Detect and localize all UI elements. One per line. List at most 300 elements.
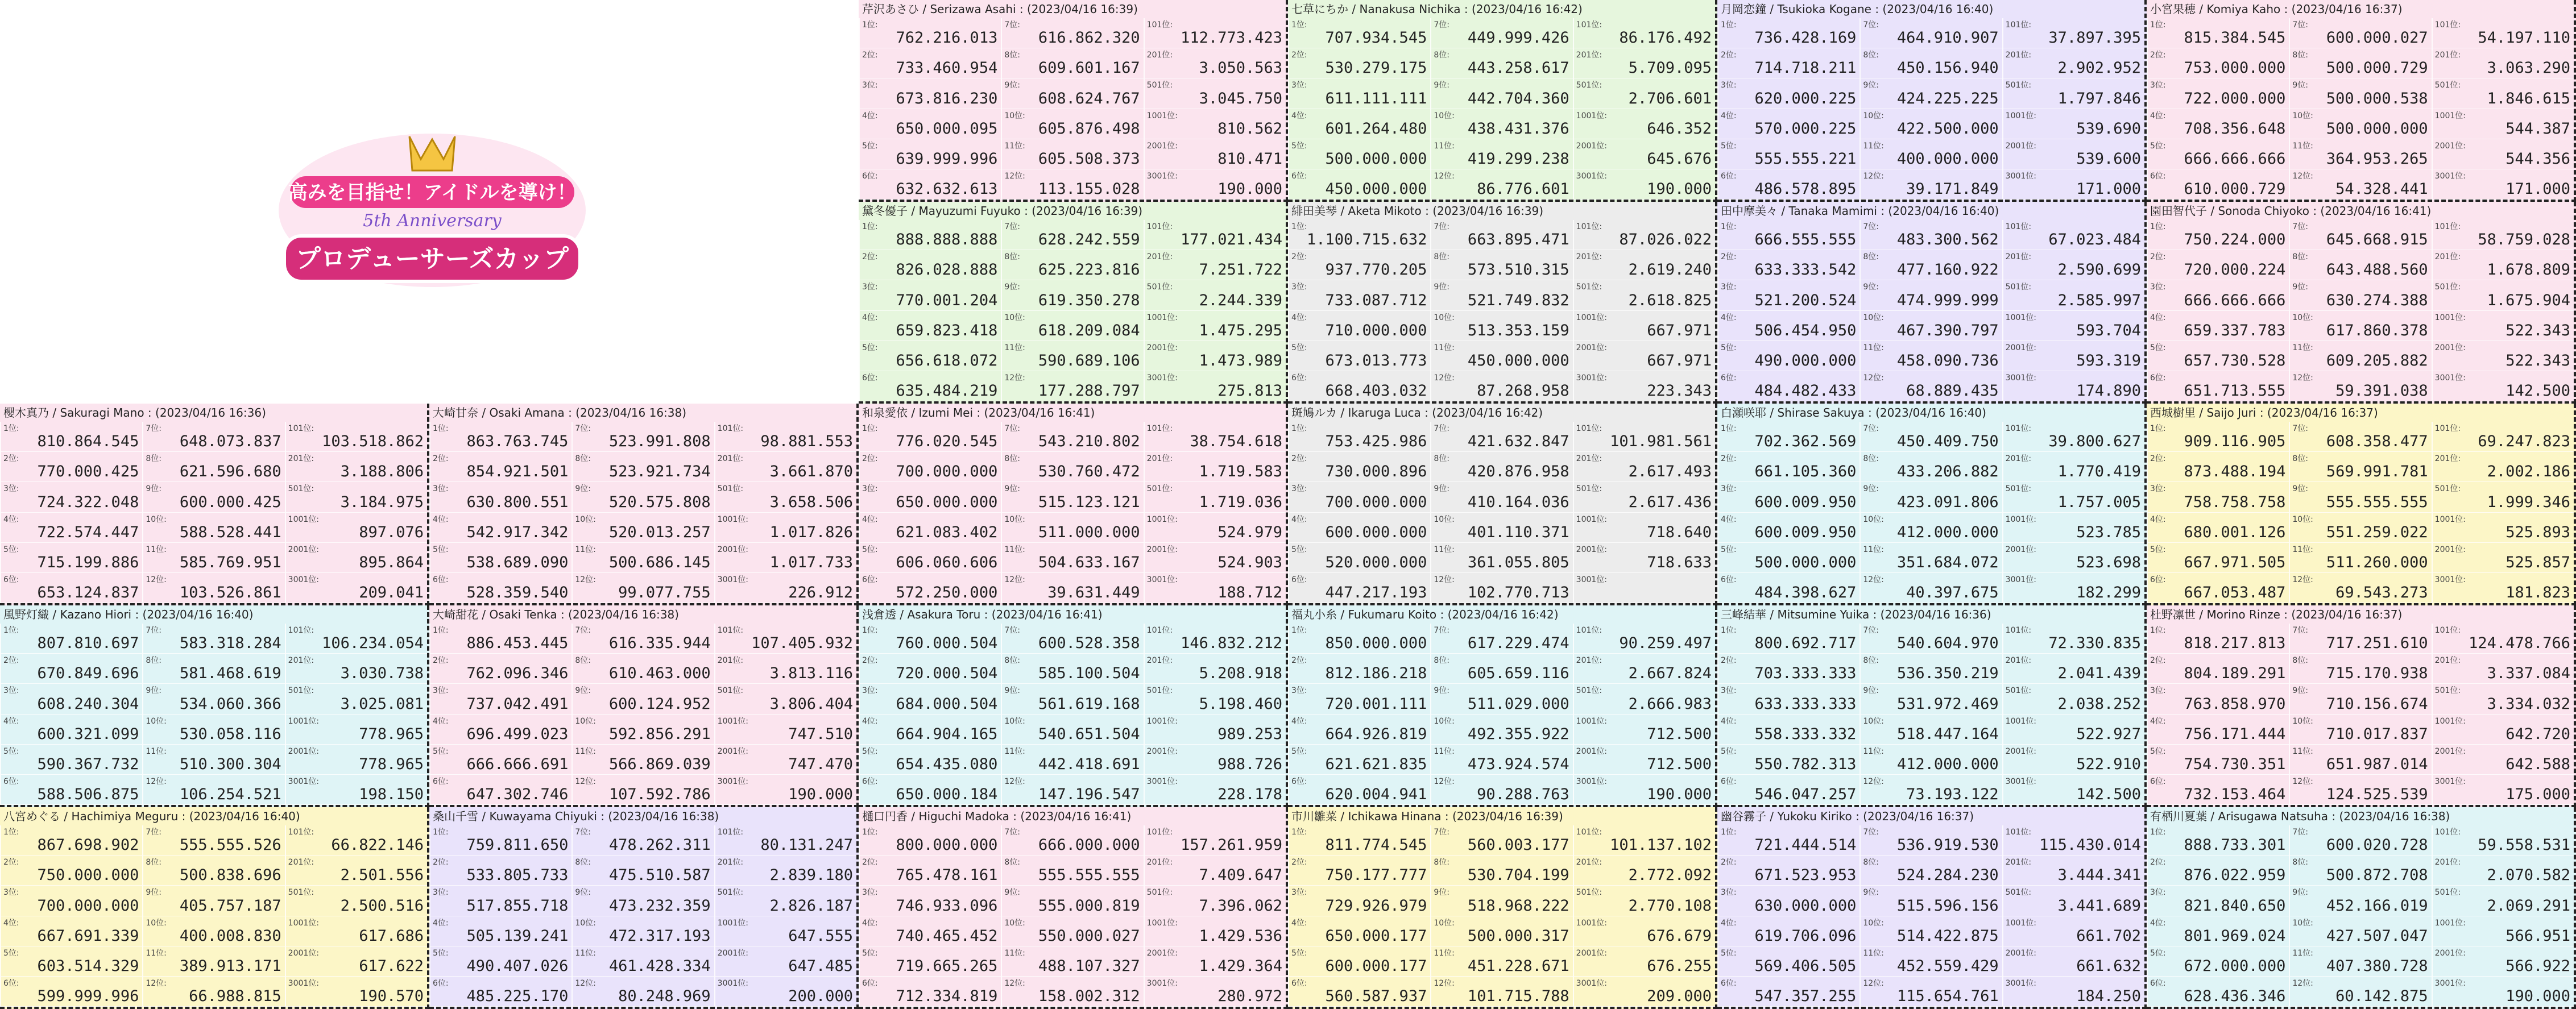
score-value: 450.000.000 <box>1325 180 1427 198</box>
score-value: 826.028.888 <box>896 261 998 279</box>
score-value: 101.981.561 <box>1610 433 1712 451</box>
rank-entry <box>2290 109 2431 139</box>
rank-label: 101位: <box>1146 20 1173 30</box>
rank-entry <box>1431 624 1572 654</box>
score-value: 628.436.346 <box>2184 987 2286 1006</box>
rank-entry <box>1861 371 2002 401</box>
score-value: 633.333.542 <box>1754 261 1857 279</box>
rank-entry <box>286 513 427 543</box>
rank-entry <box>1289 946 1430 977</box>
score-value: 666.666.691 <box>466 755 569 773</box>
rank-label: 5位: <box>2150 948 2166 958</box>
rank-label: 101位: <box>1576 424 1602 433</box>
rank-column <box>1859 220 2002 401</box>
score-value: 198.150 <box>359 786 424 804</box>
rank-label: 3位: <box>3 484 19 494</box>
idol-ranking-panel <box>0 807 429 1009</box>
rank-label: 6位: <box>1291 373 1307 383</box>
rank-entry <box>430 684 571 714</box>
rank-column <box>429 422 571 603</box>
rank-label: 101位: <box>2005 424 2032 433</box>
score-value: 475.510.587 <box>608 866 711 885</box>
rank-entry <box>1002 916 1143 946</box>
rank-column <box>1144 18 1286 200</box>
rank-entry <box>2433 280 2574 310</box>
score-value: 676.679 <box>1647 927 1712 945</box>
rank-entry <box>1718 856 1859 886</box>
rank-label: 12位: <box>575 978 596 988</box>
rank-entry <box>1002 684 1143 714</box>
score-value: 672.000.000 <box>2184 957 2286 975</box>
rank-label: 6位: <box>862 171 878 181</box>
rank-label: 501位: <box>2434 283 2461 292</box>
rank-label: 12位: <box>1863 575 1884 584</box>
score-value: 37.897.395 <box>2048 29 2141 47</box>
rank-entry <box>2003 48 2144 78</box>
rank-entry <box>1574 916 1715 946</box>
score-value: 601.264.480 <box>1325 119 1427 138</box>
rank-entry <box>573 482 714 512</box>
rank-entry <box>2148 371 2289 401</box>
score-value: 3.806.404 <box>769 695 853 713</box>
rank-label: 3001位: <box>1576 575 1608 584</box>
score-value: 746.933.096 <box>896 896 998 915</box>
rank-entry <box>1574 654 1715 684</box>
score-value: 523.698 <box>2076 553 2141 571</box>
score-value: 1.100.715.632 <box>1307 231 1427 249</box>
score-value: 422.500.000 <box>1896 119 1999 138</box>
rank-entry <box>1718 745 1859 775</box>
rank-entry <box>2433 220 2574 250</box>
rank-label: 8位: <box>1863 858 1879 867</box>
rank-label: 9位: <box>575 888 591 898</box>
rank-entry <box>1289 745 1430 775</box>
rank-entry <box>286 946 427 977</box>
score-value: 667.053.487 <box>2184 584 2286 602</box>
rank-label: 2位: <box>2150 656 2166 666</box>
rank-label: 2位: <box>862 454 878 464</box>
rank-label: 3位: <box>1721 686 1737 696</box>
rank-label: 3位: <box>1721 81 1737 90</box>
rank-label: 201位: <box>288 454 314 464</box>
idol-ranking-panel <box>1288 404 1717 605</box>
idol-ranking-panel <box>1717 807 2147 1009</box>
score-value: 536.919.530 <box>1896 836 1999 854</box>
score-value: 590.367.732 <box>37 755 139 773</box>
score-value: 720.001.111 <box>1325 695 1427 713</box>
rank-entry <box>573 684 714 714</box>
panel-title: 田中摩美々 / Tanaka Mamimi : (2023/04/16 16:40) <box>1721 204 1999 218</box>
rank-label: 2位: <box>3 454 19 464</box>
rank-label: 11位: <box>1863 141 1884 151</box>
rank-entry <box>1718 78 1859 109</box>
idol-ranking-panel <box>2147 202 2576 404</box>
rank-label: 4位: <box>862 918 878 928</box>
score-value: 473.232.359 <box>608 896 711 915</box>
rank-label: 6位: <box>2150 978 2166 988</box>
rank-label: 10位: <box>1004 514 1025 524</box>
rank-entry <box>1861 220 2002 250</box>
score-value: 888.733.301 <box>2184 836 2286 854</box>
rank-label: 3位: <box>2150 888 2166 898</box>
rank-entry <box>715 916 856 946</box>
rank-entry <box>286 825 427 856</box>
rank-entry <box>573 916 714 946</box>
rank-entry <box>2003 543 2144 573</box>
rank-entry <box>1 513 142 543</box>
rank-label: 9位: <box>146 484 161 494</box>
score-value: 850.000.000 <box>1325 634 1427 653</box>
score-value: 544.356 <box>2505 150 2570 168</box>
rank-label: 201位: <box>1576 51 1602 60</box>
score-value: 633.333.333 <box>1754 695 1857 713</box>
rank-entry <box>430 856 571 886</box>
score-value: 101.715.788 <box>1467 987 1569 1006</box>
rank-label: 201位: <box>2434 252 2461 262</box>
rank-entry <box>1718 280 1859 310</box>
rank-label: 12位: <box>1434 171 1455 181</box>
score-value: 410.164.036 <box>1467 493 1569 511</box>
rank-column <box>1288 624 1430 805</box>
rank-entry <box>2290 341 2431 371</box>
score-value: 600.000.000 <box>1325 523 1427 541</box>
rank-label: 7位: <box>1863 20 1879 30</box>
rank-column <box>1859 422 2002 603</box>
score-value: 800.000.000 <box>896 836 998 854</box>
rank-label: 10位: <box>1863 918 1884 928</box>
score-value: 762.216.013 <box>896 29 998 47</box>
rank-entry <box>1718 341 1859 371</box>
rank-entry <box>2148 109 2289 139</box>
score-value: 588.528.441 <box>179 523 281 541</box>
rank-entry <box>1289 311 1430 341</box>
score-value: 518.968.222 <box>1467 896 1569 915</box>
rank-column <box>1144 220 1286 401</box>
score-value: 1.675.904 <box>2487 291 2570 309</box>
rank-entry <box>1289 452 1430 482</box>
rank-column <box>2002 220 2144 401</box>
rank-entry <box>2433 946 2574 977</box>
score-value: 520.013.257 <box>608 523 711 541</box>
rank-label: 4位: <box>3 716 19 726</box>
panel-title: 杜野凛世 / Morino Rinze : (2023/04/16 16:37) <box>2150 608 2403 621</box>
score-value: 886.453.445 <box>466 634 569 653</box>
rank-entry <box>1861 250 2002 280</box>
panel-title: 園田智代子 / Sonoda Chiyoko : (2023/04/16 16:41) <box>2150 204 2432 218</box>
rank-entry <box>2433 624 2574 654</box>
score-value: 2.500.516 <box>340 896 424 915</box>
rank-entry <box>2290 654 2431 684</box>
rank-entry <box>2290 513 2431 543</box>
score-value: 177.288.797 <box>1038 382 1140 400</box>
score-value: 2.070.582 <box>2487 866 2570 885</box>
rank-entry <box>430 977 571 1007</box>
rank-entry <box>1861 109 2002 139</box>
rank-label: 101位: <box>1576 222 1602 231</box>
rank-entry <box>1431 715 1572 745</box>
rank-label: 9位: <box>575 686 591 696</box>
rank-label: 4位: <box>862 111 878 121</box>
score-value: 190.570 <box>359 987 424 1006</box>
score-value: 500.000.000 <box>1754 553 1857 571</box>
score-value: 451.228.671 <box>1467 957 1569 975</box>
rank-entry <box>1145 18 1286 48</box>
score-value: 740.465.452 <box>896 927 998 945</box>
rank-entry <box>1718 513 1859 543</box>
rank-label: 2位: <box>433 454 449 464</box>
score-value: 2.770.108 <box>1628 896 1712 915</box>
rank-label: 101位: <box>1146 424 1173 433</box>
rank-entry <box>2290 856 2431 886</box>
logo-line2: 5th Anniversary <box>363 211 502 231</box>
score-value: 2.666.983 <box>1628 695 1712 713</box>
rank-entry <box>1718 18 1859 48</box>
rank-label: 101位: <box>1576 828 1602 837</box>
rank-entry <box>1002 250 1143 280</box>
score-value: 530.058.116 <box>179 725 281 743</box>
idol-ranking-panel <box>429 404 859 605</box>
rank-label: 2001位: <box>288 545 320 554</box>
rank-label: 1001位: <box>288 918 320 928</box>
score-value: 1.846.615 <box>2487 89 2570 107</box>
score-value: 450.000.000 <box>1467 351 1569 369</box>
rank-entry <box>1 745 142 775</box>
rank-label: 9位: <box>1004 484 1020 494</box>
rank-label: 3001位: <box>2005 373 2037 383</box>
rank-entry <box>286 482 427 512</box>
rank-entry <box>1861 482 2002 512</box>
score-value: 1.678.809 <box>2487 261 2570 279</box>
rank-entry <box>2433 18 2574 48</box>
rank-entry <box>2290 715 2431 745</box>
rank-label: 501位: <box>288 686 314 696</box>
rank-label: 2001位: <box>2434 948 2466 958</box>
rank-label: 2位: <box>2150 252 2166 262</box>
rank-entry <box>1 886 142 916</box>
score-value: 547.357.255 <box>1754 987 1857 1006</box>
score-value: 707.934.545 <box>1325 29 1427 47</box>
rank-label: 9位: <box>2292 484 2308 494</box>
rank-entry <box>2003 745 2144 775</box>
rank-entry <box>1289 169 1430 200</box>
score-value: 765.478.161 <box>896 866 998 885</box>
rank-label: 9位: <box>2292 686 2308 696</box>
rank-column <box>1717 422 1859 603</box>
rank-label: 4位: <box>2150 716 2166 726</box>
rank-entry <box>860 482 1001 512</box>
rank-label: 9位: <box>1004 81 1020 90</box>
rank-entry <box>715 856 856 886</box>
rank-label: 3001位: <box>2434 777 2466 786</box>
score-value: 389.913.171 <box>179 957 281 975</box>
panel-title: 有栖川夏葉 / Arisugawa Natsuha : (2023/04/16 16:38) <box>2150 809 2450 823</box>
rank-label: 1位: <box>1291 626 1307 635</box>
rank-entry <box>2290 280 2431 310</box>
rank-entry <box>573 946 714 977</box>
rank-columns <box>429 422 856 603</box>
score-value: 400.008.830 <box>179 927 281 945</box>
score-value: 2.590.699 <box>2057 261 2141 279</box>
rank-entry <box>1574 684 1715 714</box>
rank-entry <box>2290 825 2431 856</box>
rank-entry <box>2003 775 2144 805</box>
rank-entry <box>1718 311 1859 341</box>
rank-label: 2001位: <box>717 746 749 756</box>
rank-entry <box>1861 341 2002 371</box>
rank-label: 10位: <box>1004 313 1025 322</box>
rank-entry <box>2433 543 2574 573</box>
score-value: 753.000.000 <box>2184 59 2286 77</box>
score-value: 937.770.205 <box>1325 261 1427 279</box>
rank-label: 11位: <box>575 545 596 554</box>
rank-label: 3位: <box>3 888 19 898</box>
score-value: 223.343 <box>1647 382 1712 400</box>
rank-entry <box>2003 250 2144 280</box>
rank-entry <box>1002 109 1143 139</box>
rank-entry <box>573 513 714 543</box>
rank-entry <box>1718 250 1859 280</box>
rank-entry <box>1574 341 1715 371</box>
rank-label: 101位: <box>717 424 744 433</box>
score-value: 600.020.728 <box>2326 836 2428 854</box>
rank-entry <box>1289 371 1430 401</box>
score-value: 7.409.647 <box>1199 866 1282 885</box>
rank-entry <box>1002 371 1143 401</box>
rank-label: 7位: <box>575 424 591 433</box>
rank-entry <box>1718 543 1859 573</box>
score-value: 90.288.763 <box>1477 786 1569 804</box>
score-value: 730.000.896 <box>1325 463 1427 481</box>
rank-label: 101位: <box>717 828 744 837</box>
rank-entry <box>1861 48 2002 78</box>
rank-entry <box>2148 916 2289 946</box>
rank-label: 4位: <box>1291 716 1307 726</box>
rank-label: 201位: <box>2434 656 2461 666</box>
rank-entry <box>1718 573 1859 603</box>
rank-label: 3001位: <box>2434 575 2466 584</box>
score-value: 530.760.472 <box>1038 463 1140 481</box>
rank-entry <box>1861 856 2002 886</box>
score-value: 621.596.680 <box>179 463 281 481</box>
rank-label: 2001位: <box>2005 343 2037 352</box>
rank-entry <box>2433 916 2574 946</box>
rank-label: 501位: <box>1576 283 1602 292</box>
score-value: 703.333.333 <box>1754 665 1857 683</box>
rank-label: 3001位: <box>2434 978 2466 988</box>
rank-entry <box>2003 169 2144 200</box>
rank-label: 3位: <box>862 283 878 292</box>
score-value: 2.244.339 <box>1199 291 1282 309</box>
score-value: 171.000 <box>2076 180 2141 198</box>
score-value: 3.813.116 <box>769 665 853 683</box>
rank-label: 8位: <box>1863 454 1879 464</box>
rank-label: 12位: <box>1863 171 1884 181</box>
rank-label: 10位: <box>2292 313 2313 322</box>
score-value: 561.619.168 <box>1038 695 1140 713</box>
score-value: 628.242.559 <box>1038 231 1140 249</box>
rank-label: 3001位: <box>2005 777 2037 786</box>
rank-entry <box>715 422 856 452</box>
rank-entry <box>1289 573 1430 603</box>
rank-entry <box>1574 280 1715 310</box>
rank-label: 3001位: <box>717 575 749 584</box>
rank-label: 501位: <box>2005 484 2032 494</box>
score-value: 419.299.238 <box>1467 150 1569 168</box>
rank-entry <box>1861 825 2002 856</box>
rank-label: 3001位: <box>1146 575 1178 584</box>
rank-entry <box>1574 624 1715 654</box>
score-value: 112.773.423 <box>1181 29 1282 47</box>
score-value: 461.428.334 <box>608 957 711 975</box>
rank-label: 10位: <box>575 514 596 524</box>
rank-label: 3位: <box>1721 888 1737 898</box>
score-value: 177.021.434 <box>1181 231 1282 249</box>
rank-entry <box>1718 624 1859 654</box>
rank-entry <box>2433 775 2574 805</box>
score-value: 2.617.436 <box>1628 493 1712 511</box>
rank-columns <box>1717 18 2144 200</box>
score-value: 593.319 <box>2076 351 2141 369</box>
rank-label: 7位: <box>1863 626 1879 635</box>
score-value: 412.000.000 <box>1896 755 1999 773</box>
score-value: 174.890 <box>2076 382 2141 400</box>
rank-entry <box>1289 543 1430 573</box>
score-value: 510.300.304 <box>179 755 281 773</box>
rank-entry <box>573 715 714 745</box>
score-value: 106.254.521 <box>179 786 281 804</box>
rank-label: 1位: <box>1721 424 1737 433</box>
score-value: 800.692.717 <box>1754 634 1857 653</box>
rank-label: 12位: <box>1863 777 1884 786</box>
score-value: 504.633.167 <box>1038 553 1140 571</box>
score-value: 515.596.156 <box>1896 896 1999 915</box>
score-value: 776.020.545 <box>896 433 998 451</box>
rank-entry <box>1002 280 1143 310</box>
rank-column <box>1717 825 1859 1007</box>
rank-label: 2001位: <box>1576 343 1608 352</box>
rank-label: 12位: <box>1004 978 1025 988</box>
score-value: 421.632.847 <box>1467 433 1569 451</box>
panel-title: 大崎甘奈 / Osaki Amana : (2023/04/16 16:38) <box>433 406 687 420</box>
rank-columns <box>2147 624 2574 805</box>
rank-entry <box>2148 220 2289 250</box>
score-value: 473.924.574 <box>1467 755 1569 773</box>
rank-label: 1001位: <box>1146 313 1178 322</box>
rank-label: 1001位: <box>1146 716 1178 726</box>
rank-entry <box>286 745 427 775</box>
rank-column <box>1573 624 1715 805</box>
score-value: 605.659.116 <box>1467 665 1569 683</box>
idol-ranking-panel <box>859 202 1288 404</box>
rank-entry <box>143 745 284 775</box>
rank-entry <box>1574 250 1715 280</box>
rank-entry <box>2148 311 2289 341</box>
rank-label: 501位: <box>2005 888 2032 898</box>
score-value: 511.000.000 <box>1038 523 1140 541</box>
rank-entry <box>286 684 427 714</box>
score-value: 544.387 <box>2505 119 2570 138</box>
score-value: 39.171.849 <box>1906 180 1999 198</box>
rank-column <box>0 825 142 1007</box>
score-value: 867.698.902 <box>37 836 139 854</box>
score-value: 1.719.583 <box>1199 463 1282 481</box>
score-value: 101.137.102 <box>1610 836 1712 854</box>
rank-entry <box>2433 169 2574 200</box>
rank-label: 12位: <box>2292 171 2313 181</box>
rank-label: 4位: <box>862 716 878 726</box>
rank-entry <box>1145 169 1286 200</box>
rank-label: 101位: <box>2005 828 2032 837</box>
